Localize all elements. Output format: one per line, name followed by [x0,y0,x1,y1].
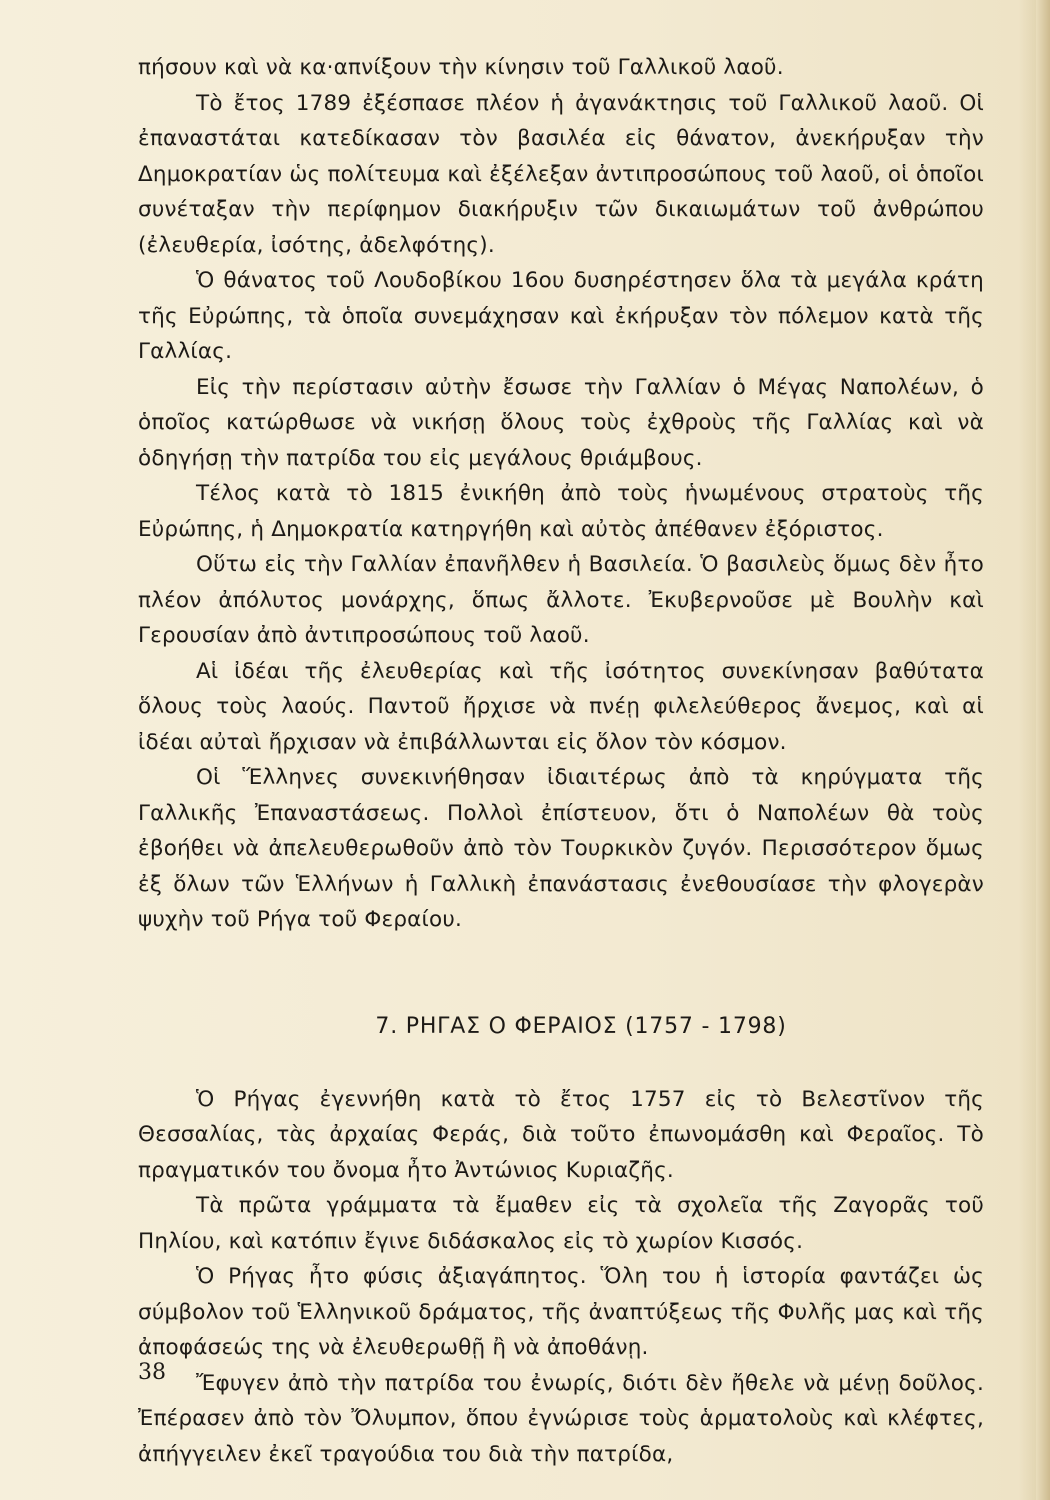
paragraph: Ὁ θάνατος τοῦ Λουδοβίκου 16ου δυσηρέστησεν ὅλα τὰ μεγάλα κράτη τῆς Εὐρώπης, τὰ ὁποῖα συνεμάχησαν καὶ ἐκήρυξαν τὸν πόλεμον κατὰ τῆς Γαλλίας. [138,268,984,364]
paragraph: Αἱ ἰδέαι τῆς ἐλευθερίας καὶ τῆς ἰσότητος συνεκίνησαν βαθύτατα ὅλους τοὺς λαούς. Παντοῦ ἤρχισε νὰ πνέῃ φιλελεύθερος ἄνεμος, καὶ αἱ ἰδέαι αὐταὶ ἤρχισαν νὰ ἐπιβάλλωνται εἰς ὅλον τὸν κόσμον. [138,658,984,755]
page-number: 38 [138,1360,166,1385]
section-heading: 7. ΡΗΓΑΣ Ο ΦΕΡΑΙΟΣ (1757 - 1798) [375,1013,787,1039]
paragraph: Εἰς τὴν περίστασιν αὐτὴν ἔσωσε τὴν Γαλλίαν ὁ Μέγας Ναπολέων, ὁ ὁποῖος κατώρθωσε νὰ νικήσῃ ὅλους τοὺς ἐχθροὺς τῆς Γαλλίας καὶ νὰ ὁδηγήσῃ τὴν πατρίδα του εἰς μεγάλους θριάμβους. [138,374,984,471]
paragraph: Ἔφυγεν ἀπὸ τὴν πατρίδα του ἐνωρίς, διότι δὲν ἤθελε νὰ μένῃ δοῦλος. Ἐπέρασεν ἀπὸ τὸν Ὄλυμπον, ὅπου ἐγνώρισε τοὺς ἁρματολοὺς καὶ κλέφτες, ἀπήγγειλεν ἐκεῖ τραγούδια του διὰ τὴν πατρίδα, [138,1370,984,1467]
page-text-block [138,50,984,1472]
paragraph: Ὁ Ρήγας ἐγεννήθη κατὰ τὸ ἔτος 1757 εἰς τὸ Βελεστῖνον τῆς Θεσσαλίας, τὰς ἀρχαίας Φεράς, διὰ τοῦτο ἐπωνομάσθη καὶ Φεραῖος. Τὸ πραγματικόν του ὄνομα ἦτο Ἀντώνιος Κυριαζῆς. [138,1086,984,1183]
page-edge-shadow [1036,0,1050,1500]
paragraph: Τὸ ἔτος 1789 ἐξέσπασε πλέον ἡ ἀγανάκτησις τοῦ Γαλλικοῦ λαοῦ. Οἱ ἐπαναστάται κατεδίκασαν τὸν βασιλέα εἰς θάνατον, ἀνεκήρυξαν τὴν Δημοκρατίαν ὡς πολίτευμα καὶ ἐξέλεξαν ἀντιπροσώπους τοῦ λαοῦ, οἱ ὁποῖοι συνέταξαν τὴν περίφημον διακήρυξιν τῶν δικαιωμάτων τοῦ ἀνθρώπου (ἐλευθερία, ἰσότης, ἀδελφότης). [138,90,984,258]
paragraph: Οὕτω εἰς τὴν Γαλλίαν ἐπανῆλθεν ἡ Βασιλεία. Ὁ βασιλεὺς ὅμως δὲν ἦτο πλέον ἀπόλυτος μονάρχης, ὅπως ἄλλοτε. Ἐκυβερνοῦσε μὲ Βουλὴν καὶ Γερουσίαν ἀπὸ ἀντιπροσώπους τοῦ λαοῦ. [138,552,984,648]
paragraph: Τέλος κατὰ τὸ 1815 ἐνικήθη ἀπὸ τοὺς ἡνωμένους στρατοὺς τῆς Εὐρώπης, ἡ Δημοκρατία κατηργήθη καὶ αὐτὸς ἀπέθανεν ἐξόριστος. [138,481,984,542]
paragraph: Οἱ Ἕλληνες συνεκινήθησαν ἰδιαιτέρως ἀπὸ τὰ κηρύγματα τῆς Γαλλικῆς Ἐπαναστάσεως. Πολλοὶ ἐπίστευον, ὅτι ὁ Ναπολέων θὰ τοὺς ἐβοήθει νὰ ἀπελευθερωθοῦν ἀπὸ τὸν Τουρκικὸν ζυγόν. Περισσότερον ὅμως ἐξ ὅλων τῶν Ἑλλήνων ἡ Γαλλικὴ ἐπανάστασις ἐνεθουσίασε τὴν φλογερὰν ψυχὴν τοῦ Ρήγα τοῦ Φεραίου. [138,765,984,932]
paragraph-continuation: πήσουν καὶ νὰ κα·απνίξουν τὴν κίνησιν τοῦ Γαλλικοῦ λαοῦ. [138,55,784,80]
paragraph: Τὰ πρῶτα γράμματα τὰ ἔμαθεν εἰς τὰ σχολεῖα τῆς Ζαγορᾶς τοῦ Πηλίου, καὶ κατόπιν ἔγινε διδάσκαλος εἰς τὸ χωρίον Κισσός. [138,1193,984,1254]
paragraph: Ὁ Ρήγας ἦτο φύσις ἀξιαγάπητος. Ὅλη του ἡ ἱστορία φαντάζει ὡς σύμβολον τοῦ Ἑλληνικοῦ δράματος, τῆς ἀναπτύξεως τῆς Φυλῆς μας καὶ τῆς ἀποφάσεώς της νὰ ἐλευθερωθῇ ἢ νὰ ἀποθάνῃ. [138,1264,984,1360]
